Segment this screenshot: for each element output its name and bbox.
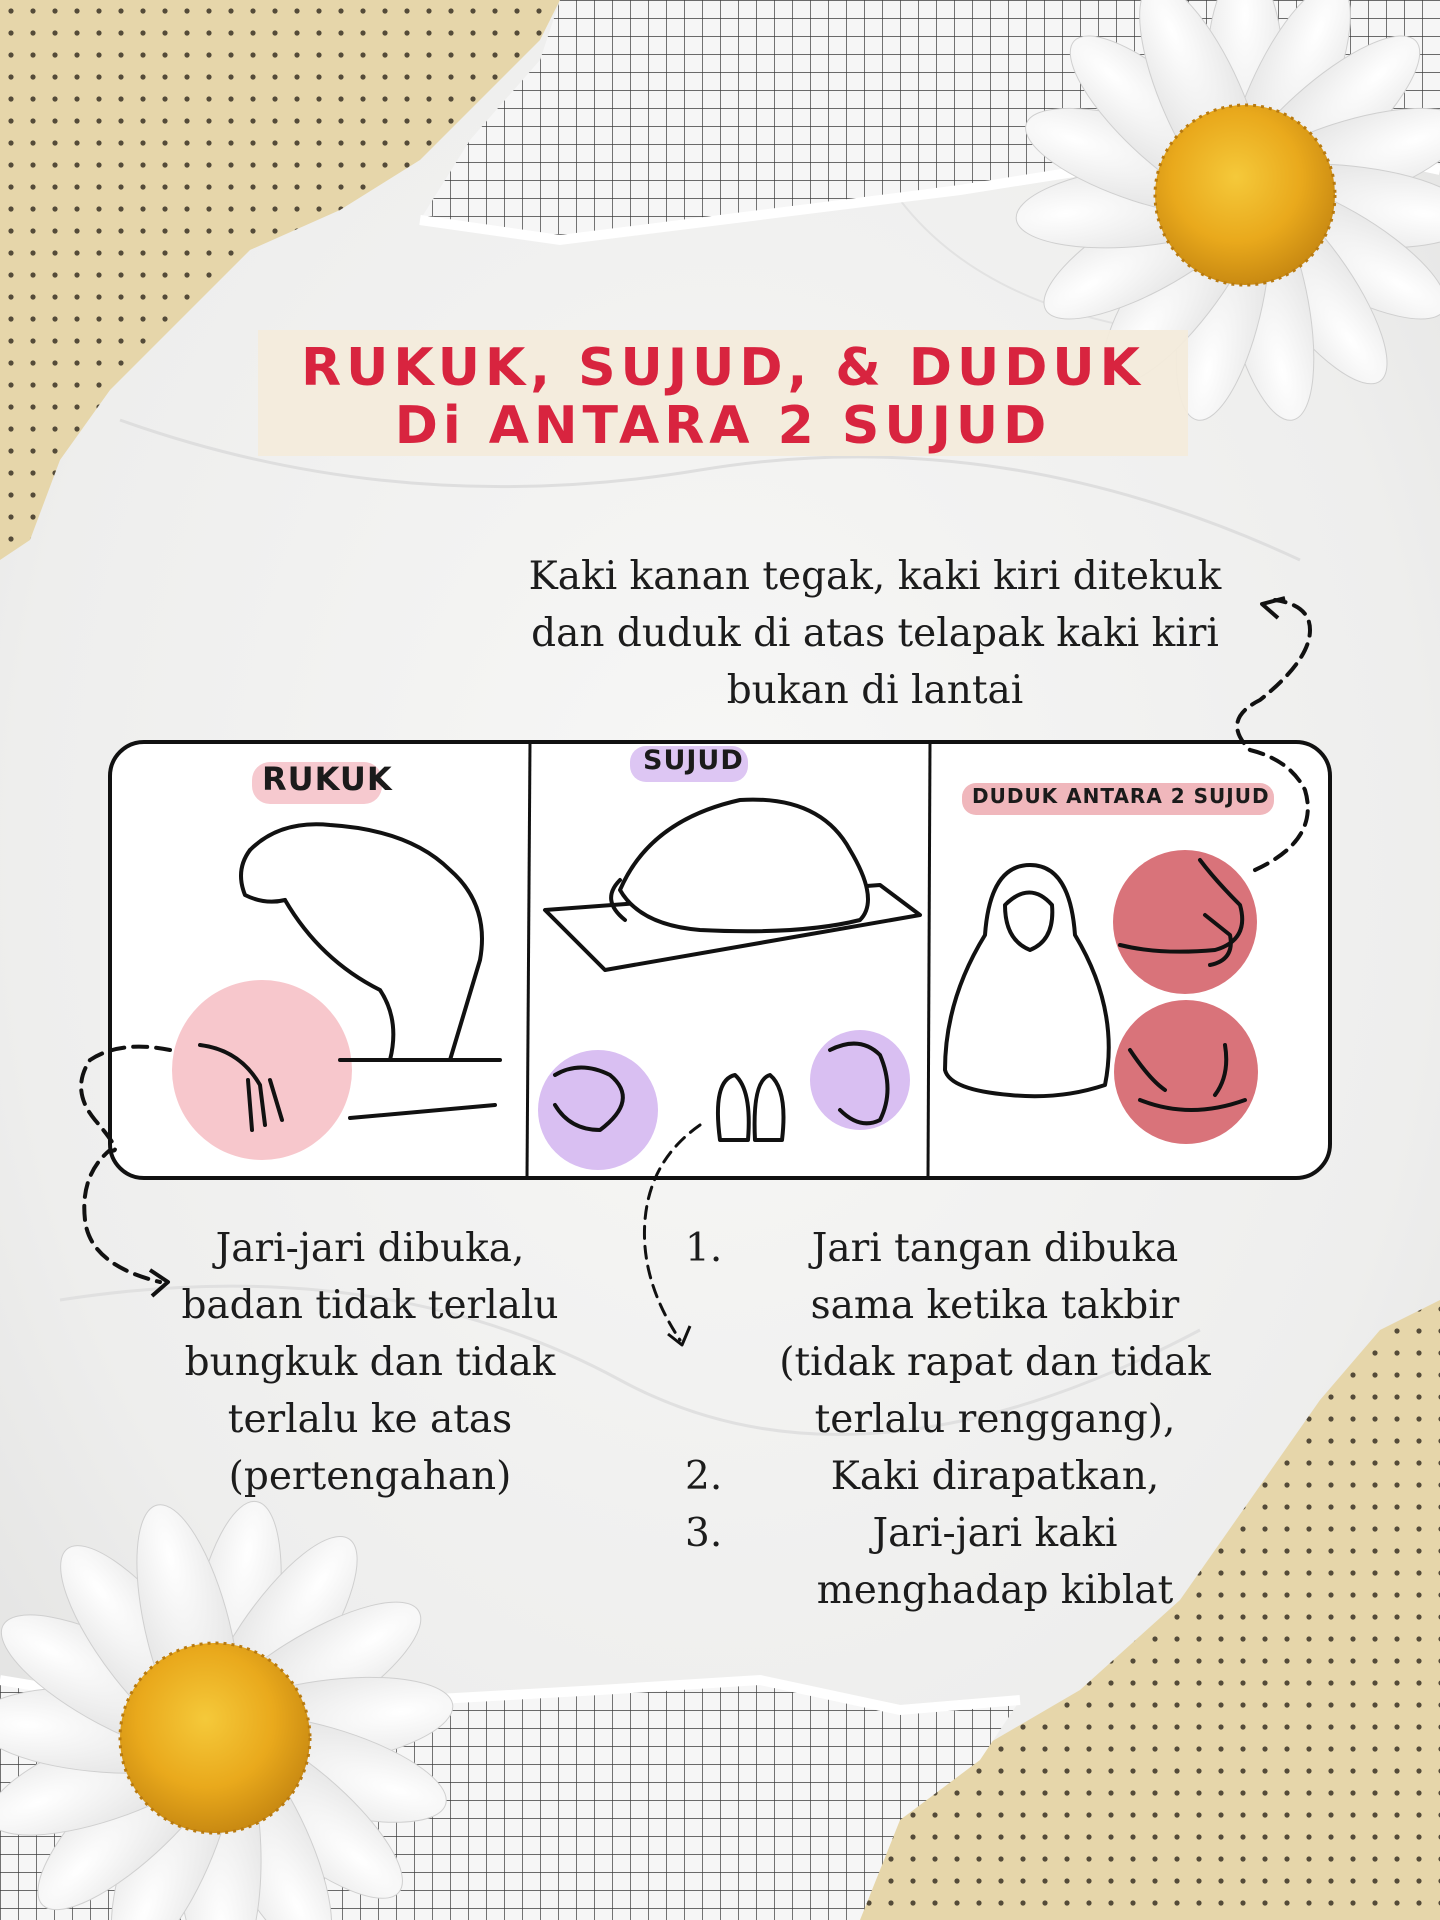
- page-title-line-2: Di ANTARA 2 SUJUD: [394, 396, 1052, 456]
- caption-line: bungkuk dan tidak: [184, 1340, 556, 1385]
- panel-label-duduk: DUDUK ANTARA 2 SUJUD: [972, 784, 1270, 808]
- list-number: 3.: [685, 1511, 723, 1556]
- caption-line: bukan di lantai: [726, 668, 1024, 713]
- caption-line: Jari-jari kaki: [872, 1511, 1118, 1556]
- list-number: 2.: [685, 1454, 723, 1499]
- caption-line: menghadap kiblat: [816, 1568, 1174, 1613]
- caption-line: badan tidak terlalu: [181, 1283, 559, 1328]
- caption-line: dan duduk di atas telapak kaki kiri: [531, 611, 1219, 656]
- caption-line: terlalu renggang),: [814, 1397, 1176, 1442]
- list-item: [675, 1505, 1235, 1619]
- caption-rukuk: [150, 1220, 590, 1505]
- page-title-line-1: RUKUK, SUJUD, & DUDUK: [301, 338, 1145, 398]
- list-item: [675, 1448, 1235, 1505]
- caption-sujud-list: [675, 1220, 1235, 1619]
- caption-line: (pertengahan): [228, 1454, 512, 1499]
- caption-line: terlalu ke atas: [227, 1397, 513, 1442]
- panel-label-sujud: SUJUD: [643, 745, 744, 776]
- caption-line: Jari-jari dibuka,: [215, 1226, 525, 1271]
- list-item: [675, 1220, 1235, 1448]
- caption-line: Jari tangan dibuka: [811, 1226, 1179, 1271]
- caption-line: Kaki dirapatkan,: [830, 1454, 1160, 1499]
- caption-duduk: [490, 548, 1260, 719]
- panel-label-rukuk: RUKUK: [262, 760, 393, 798]
- caption-line: (tidak rapat dan tidak: [779, 1340, 1211, 1385]
- list-number: 1.: [685, 1226, 723, 1271]
- caption-line: Kaki kanan tegak, kaki kiri ditekuk: [528, 554, 1222, 599]
- caption-line: sama ketika takbir: [810, 1283, 1180, 1328]
